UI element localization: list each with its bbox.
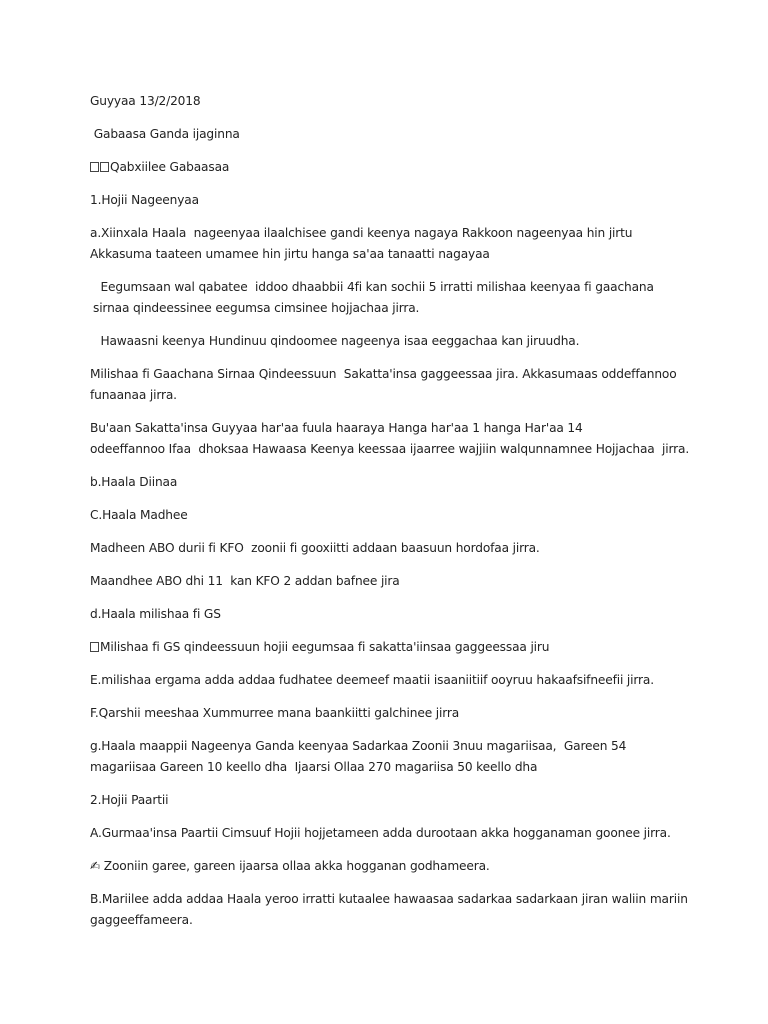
paragraph-maandhee: Maandhee ABO dhi 11 kan KFO 2 addan bafnee jira	[90, 574, 400, 588]
missing-glyph-icon	[100, 162, 109, 172]
section2-heading: 2.Hojii Paartii	[90, 793, 169, 807]
date-line: Guyyaa 13/2/2018	[90, 94, 201, 108]
subtitle-text: Qabxiilee Gabaasaa	[110, 160, 230, 174]
document-subtitle	[90, 157, 690, 178]
paragraph-d: d.Haala milishaa fi GS	[90, 607, 221, 621]
section1-heading: 1.Hojii Nageenyaa	[90, 193, 199, 207]
milishaa-gs-text: Milishaa fi GS qindeessuun hojii eegumsaa fi sakatta'iinsaa gaggeessaa jiru	[100, 640, 550, 654]
paragraph-e: E.milishaa ergama adda addaa fudhatee deemeef maatii isaaniitiif ooyruu hakaafsifneefii jirra.	[90, 673, 654, 687]
paragraph-madheen: Madheen ABO durii fi KFO zoonii fi gooxiitti addaan baasuun hordofaa jirra.	[90, 541, 540, 555]
paragraph-buaan-line2: odeeffannoo Ifaa dhoksaa Hawaasa Keenya keessaa ijaarree wajjiin walqunnamnee Hojjachaa jirra.	[90, 442, 690, 456]
missing-glyph-icon	[90, 162, 99, 172]
paragraph-A: A.Gurmaa'insa Paartii Cimsuuf Hojii hojjetameen adda durootaan akka hogganaman goonee jirra.	[90, 826, 671, 840]
paragraph-c: C.Haala Madhee	[90, 508, 188, 522]
paragraph-writing: ✍ Zooniin garee, gareen ijaarsa ollaa akka hogganan godhameera.	[90, 859, 490, 873]
paragraph-buaan	[90, 418, 690, 460]
paragraph-milishaa: Milishaa fi Gaachana Sirnaa Qindeessuun Sakatta'insa gaggeessaa jira. Akkasumaas oddeffannoo funaanaa jirra.	[90, 367, 681, 402]
paragraph-b: b.Haala Diinaa	[90, 475, 178, 489]
paragraph-a: a.Xiinxala Haala nageenyaa ilaalchisee gandi keenya nagaya Rakkoon nageenyaa hin jirtu Akkasuma taateen umamee hin jirtu hanga sa'aa tanaatti nagayaa	[90, 226, 637, 261]
paragraph-hawaasni: Hawaasni keenya Hundinuu qindoomee nageenya isaa eeggachaa kan jiruudha.	[93, 334, 580, 348]
paragraph-eegumsaan: Eegumsaan wal qabatee iddoo dhaabbii 4fi kan sochii 5 irratti milishaa keenyaa fi gaachana sirnaa qindeessinee eegumsa cimsinee hojjachaa jirra.	[93, 280, 658, 315]
document-title: Gabaasa Ganda ijaginna	[90, 127, 240, 141]
paragraph-buaan-line1: Bu'aan Sakatta'insa Guyyaa har'aa fuula haaraya Hanga har'aa 1 hanga Har'aa 14	[90, 421, 583, 435]
missing-glyph-icon	[90, 642, 99, 652]
document-page	[90, 91, 690, 943]
paragraph-g: g.Haala maappii Nageenya Ganda keenyaa Sadarkaa Zoonii 3nuu magariisaa, Gareen 54 magariisaa Gareen 10 keello dha Ijaarsi Ollaa 270 magariisa 50 keello dha	[90, 739, 630, 774]
paragraph-f: F.Qarshii meeshaa Xummurree mana baankiitti galchinee jirra	[90, 706, 460, 720]
paragraph-B: B.Mariilee adda addaa Haala yeroo irratti kutaalee hawaasaa sadarkaa sadarkaan jiran waliin mariin gaggeeffameera.	[90, 892, 692, 927]
paragraph-milishaa-gs	[90, 637, 690, 658]
